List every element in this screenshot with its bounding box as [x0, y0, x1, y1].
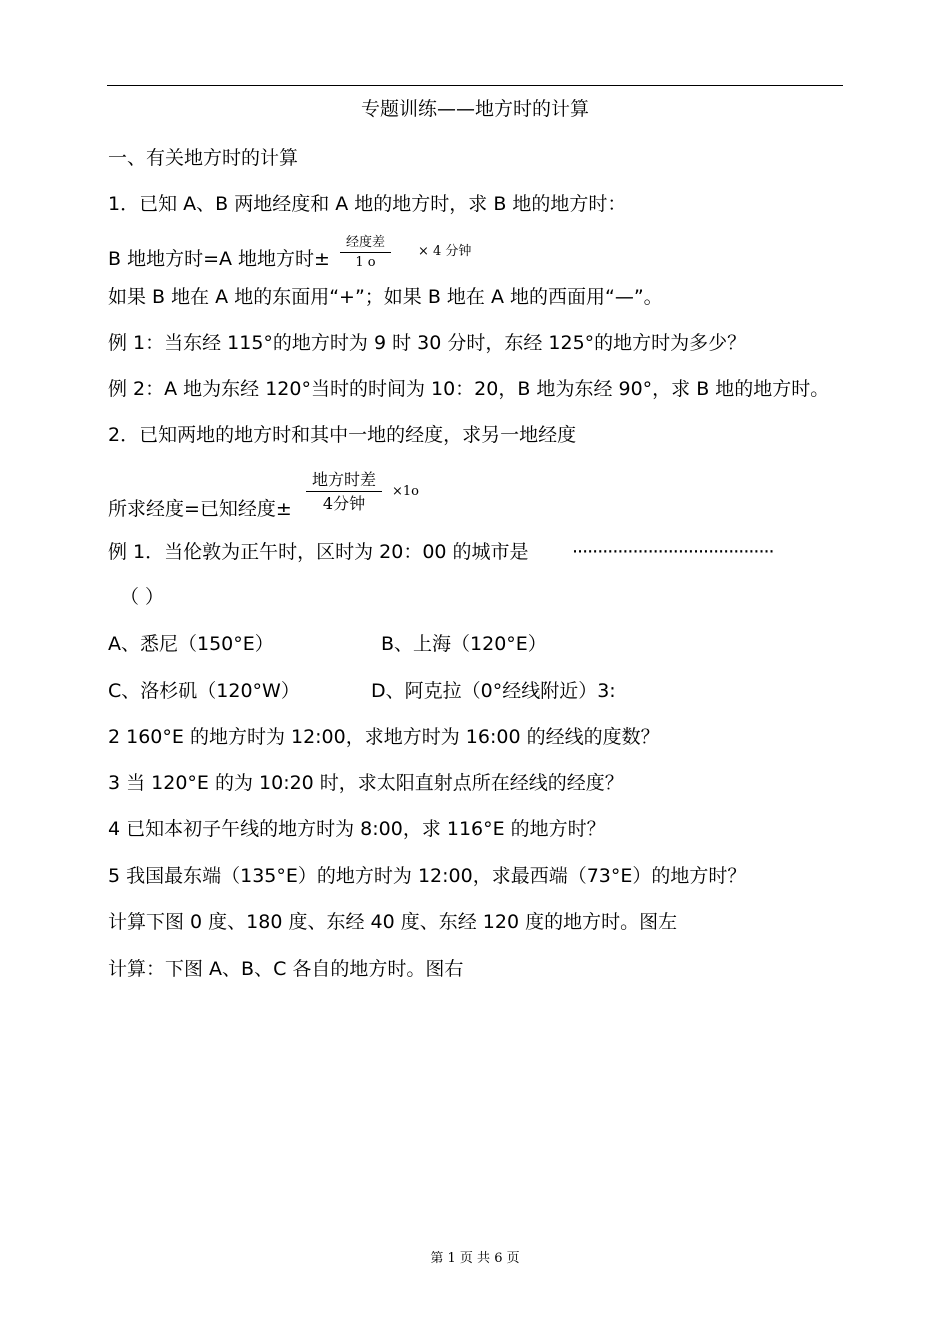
- header-rule: [107, 85, 843, 86]
- formula-1-denominator: 1 o: [355, 255, 376, 270]
- option-d: D、阿克拉（0°经线附近）3:: [371, 680, 616, 702]
- example-1: 例 1：当东经 115°的地方时为 9 时 30 分时，东经 125°的地方时为多少？: [108, 332, 747, 354]
- formula-2-fraction: [306, 470, 382, 513]
- calc-task-2: 计算：下图 A、B、C 各自的地方时。图右: [108, 958, 464, 980]
- rule-east-west: 如果 B 地在 A 地的东面用“+”；如果 B 地在 A 地的西面用“—”。: [108, 286, 663, 308]
- formula-2-suffix: ×1o: [392, 484, 419, 499]
- question-1: 例 1．当伦敦为正午时，区时为 20：00 的城市是: [108, 541, 529, 563]
- formula-1-numerator: 经度差: [340, 235, 391, 253]
- example-2: 例 2：A 地为东经 120°当时的时间为 10：20，B 地为东经 90°，求 B 地的地方时。: [108, 378, 830, 400]
- section-heading-1: 一、有关地方时的计算: [108, 147, 299, 169]
- question-3: 3 当 120°E 的为 10:20 时，求太阳直射点所在经线的经度？: [108, 772, 624, 794]
- option-a: A、悉尼（150°E）: [108, 633, 274, 655]
- question-1-leader-dots: ········································: [572, 541, 774, 563]
- question-5: 5 我国最东端（135°E）的地方时为 12:00，求最西端（73°E）的地方时？: [108, 865, 747, 887]
- page-footer: 第 1 页 共 6 页: [430, 1251, 520, 1266]
- formula-2-denominator: 4分钟: [322, 494, 366, 513]
- option-c: C、洛杉矶（120°W）: [108, 680, 300, 702]
- formula-2-numerator: 地方时差: [306, 470, 382, 492]
- answer-blank: （ ）: [120, 586, 165, 608]
- item-1-heading: 1．已知 A、B 两地经度和 A 地的地方时，求 B 地的地方时：: [108, 193, 627, 215]
- formula-1-suffix: × 4 分钟: [418, 244, 472, 259]
- document-title: 专题训练——地方时的计算: [360, 98, 589, 120]
- question-2: 2 160°E 的地方时为 12:00，求地方时为 16:00 的经线的度数？: [108, 726, 660, 748]
- question-4: 4 已知本初子午线的地方时为 8:00，求 116°E 的地方时？: [108, 818, 606, 840]
- formula-2-lhs: 所求经度=已知经度±: [108, 498, 292, 520]
- formula-1-lhs: B 地地方时=A 地地方时±: [108, 248, 330, 270]
- item-2-heading: 2．已知两地的地方时和其中一地的经度，求另一地经度: [108, 424, 577, 446]
- formula-1-fraction: [340, 235, 391, 270]
- calc-task-1: 计算下图 0 度、180 度、东经 40 度、东经 120 度的地方时。图左: [108, 911, 678, 933]
- option-b: B、上海（120°E）: [381, 633, 547, 655]
